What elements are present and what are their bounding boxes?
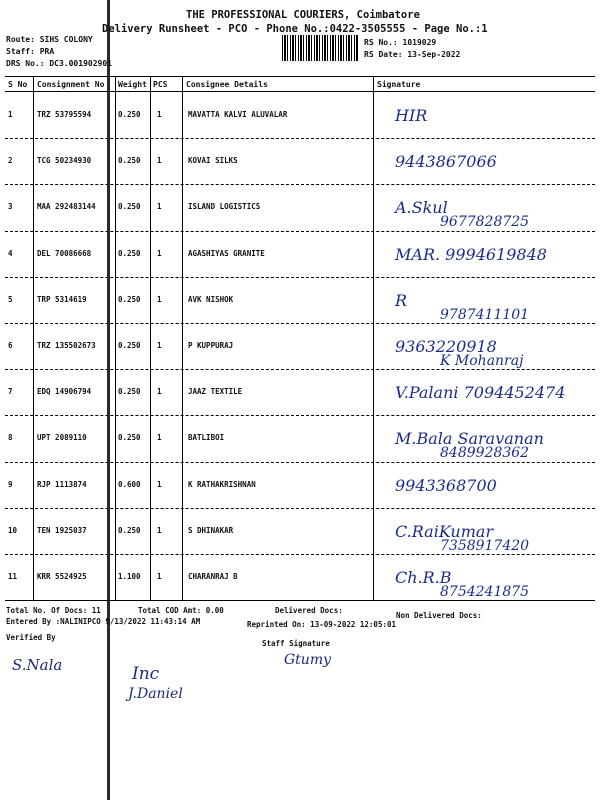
row-separator [5,184,595,185]
row-separator [5,369,595,370]
barcode [282,35,358,61]
cell-pcs: 1 [157,525,162,535]
cell-sno: 3 [8,202,13,212]
cell-consignment-no: EDQ 14906794 [37,387,92,397]
verifier-signature: S.Nala [12,656,63,674]
col-header-weight: Weight [118,80,147,89]
col-header-signature: Signature [377,80,421,89]
document-title: THE PROFESSIONAL COURIERS, Coimbatore [186,9,420,21]
cell-consignment-no: TRZ 53795594 [37,110,92,119]
row-separator [5,508,595,509]
handwritten-signature: Ch.R.B [395,568,452,587]
cell-sno: 10 [8,525,18,535]
cell-consignee: JAAZ TEXTILE [188,387,243,397]
route-label: Route: SIHS COLONY [6,35,93,44]
staff-label: Staff: PRA [6,47,55,56]
table-top-border [5,76,595,77]
cell-weight: 0.250 [118,387,141,397]
col-header-consignee: Consignee Details [186,80,268,89]
row-separator [5,415,595,416]
handwritten-signature: C.RaiKumar [395,521,494,541]
entered-by: Entered By :NALINIPCO 9/13/2022 11:43:14 AM [6,617,201,626]
drs-number: DRS No.: DC3.001902901 [6,59,112,68]
cell-pcs: 1 [157,341,162,350]
cell-consignment-no: UPT 2089110 [37,433,87,443]
handwritten-signature: 9943368700 [395,475,497,495]
cell-sno: 4 [8,248,13,258]
row-separator [5,462,595,463]
rs-date: RS Date: 13-Sep-2022 [364,50,461,59]
handwritten-signature: 9363220918 [395,337,497,356]
row-separator [5,554,595,555]
column-divider [373,76,374,600]
cell-sno: 11 [8,572,18,581]
cell-pcs: 1 [157,433,162,443]
rs-number: RS No.: 1019029 [364,38,437,47]
handwritten-phone: 9677828725 [440,214,530,231]
handwritten-phone: 9787411101 [440,306,530,323]
handwritten-signature: R [395,290,408,310]
cell-consignment-no: TEN 1925037 [37,525,87,535]
cell-consignee: BATLIBOI [188,433,225,443]
cell-weight: 0.250 [118,110,141,119]
staff-signature: Gtumy [284,652,332,668]
cell-consignment-no: TCG 50234930 [37,156,92,166]
column-divider [33,76,34,600]
cell-consignment-no: MAA 292483144 [37,202,96,212]
cell-pcs: 1 [157,248,162,258]
cell-consignee: CHARANRAJ B [188,572,238,581]
col-header-sno: S No [8,80,28,89]
header-bottom-border [5,91,595,92]
table-bottom-border [5,600,595,601]
cell-consignee: S DHINAKAR [188,525,234,535]
document-subtitle: Delivery Runsheet - PCO - Phone No.:0422-3505555 - Page No.:1 [102,23,488,35]
row-separator [5,138,595,139]
cell-sno: 8 [8,433,13,443]
cell-sno: 6 [8,341,13,350]
cell-sno: 1 [8,110,13,119]
handwritten-phone: 7358917420 [440,537,530,554]
cell-weight: 0.250 [118,156,141,166]
name-signature: J.Daniel [128,686,183,702]
col-header-pcs: PCS [153,80,168,89]
handwritten-signature: A.Skul [395,198,448,218]
cell-weight: 1.100 [118,572,141,581]
total-docs: Total No. Of Docs: 11 [6,606,101,615]
row-separator [5,277,595,278]
handwritten-signature: V.Palani 7094452474 [395,383,566,403]
cell-consignee: K RATHAKRISHNAN [188,479,256,489]
cell-weight: 0.250 [118,433,141,443]
cell-sno: 7 [8,387,13,397]
cell-weight: 0.600 [118,479,141,489]
cell-consignment-no: KRR 5524925 [37,572,87,581]
cell-pcs: 1 [157,202,162,212]
cell-weight: 0.250 [118,202,141,212]
col-header-consignment: Consignment No [37,80,105,89]
total-cod: Total COD Amt: 0.00 [138,606,224,615]
cell-pcs: 1 [157,110,162,119]
cell-consignment-no: TRP 5314619 [37,294,87,304]
column-divider [182,76,183,600]
delivered-docs: Delivered Docs: [275,606,343,615]
handwritten-signature: HIR [395,106,428,125]
cell-pcs: 1 [157,294,162,304]
verified-by: Verified By [6,633,56,642]
cell-sno: 2 [8,156,13,166]
handwritten-signature: M.Bala Saravanan [395,429,544,449]
cell-weight: 0.250 [118,525,141,535]
row-separator [5,231,595,232]
paper-fold-line [107,0,110,800]
staff-signature-label: Staff Signature [262,639,330,648]
column-divider [150,76,151,600]
cell-pcs: 1 [157,479,162,489]
cell-consignment-no: DEL 70086668 [37,248,92,258]
inc-handwriting: Inc [132,664,160,684]
cell-weight: 0.250 [118,294,141,304]
cell-pcs: 1 [157,387,162,397]
cell-weight: 0.250 [118,248,141,258]
column-divider [115,76,116,600]
cell-consignee: AVK NISHOK [188,294,234,304]
cell-consignment-no: TRZ 135502673 [37,341,96,350]
cell-weight: 0.250 [118,341,141,350]
handwritten-phone: 8489928362 [440,445,530,462]
row-separator [5,323,595,324]
reprinted-on: Reprinted On: 13-09-2022 12:05:01 [247,620,397,629]
cell-consignee: ISLAND LOGISTICS [188,202,261,212]
cell-pcs: 1 [157,572,162,581]
cell-consignee: MAVATTA KALVI ALUVALAR [188,110,288,119]
cell-sno: 5 [8,294,13,304]
cell-consignee: P KUPPURAJ [188,341,234,350]
cell-consignee: KOVAI SILKS [188,156,238,166]
handwritten-phone: K Mohanraj [440,353,524,369]
cell-sno: 9 [8,479,13,489]
handwritten-signature: MAR. 9994619848 [395,244,547,264]
non-delivered-docs: Non Delivered Docs: [396,611,482,620]
cell-pcs: 1 [157,156,162,166]
handwritten-signature: 9443867066 [395,152,497,172]
handwritten-phone: 8754241875 [440,584,530,600]
cell-consignment-no: RJP 1113874 [37,479,87,489]
cell-consignee: AGASHIYAS GRANITE [188,248,265,258]
